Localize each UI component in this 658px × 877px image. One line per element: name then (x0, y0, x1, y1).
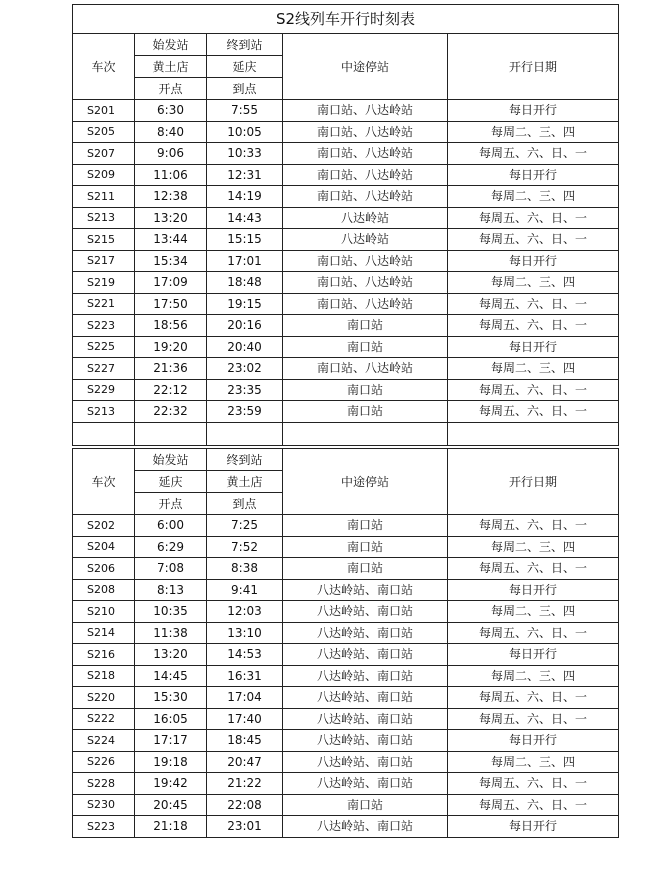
intermediate-stops-cell: 南口站 (283, 379, 448, 401)
table-row (73, 207, 619, 229)
header-origin-time: 开点 (135, 78, 207, 100)
table-row (73, 687, 619, 709)
intermediate-stops-cell: 八达岭站、南口站 (283, 751, 448, 773)
table-row (73, 536, 619, 558)
operating-days-cell: 每周五、六、日、一 (448, 773, 619, 795)
arrival-time-cell: 23:02 (207, 358, 283, 380)
table-row (73, 272, 619, 294)
departure-time-cell: 22:12 (135, 379, 207, 401)
train-number-cell: S201 (73, 100, 135, 122)
intermediate-stops-cell: 南口站、八达岭站 (283, 250, 448, 272)
table-row (73, 579, 619, 601)
train-number-cell: S227 (73, 358, 135, 380)
blank-row (73, 422, 619, 445)
train-number-cell: S224 (73, 730, 135, 752)
operating-days-cell: 每日开行 (448, 250, 619, 272)
arrival-time-cell: 22:08 (207, 794, 283, 816)
train-number-cell: S207 (73, 143, 135, 165)
table-body (73, 100, 619, 423)
operating-days-cell: 每周五、六、日、一 (448, 143, 619, 165)
arrival-time-cell: 23:35 (207, 379, 283, 401)
intermediate-stops-cell: 八达岭站、南口站 (283, 687, 448, 709)
operating-days-cell: 每周二、三、四 (448, 186, 619, 208)
arrival-time-cell: 15:15 (207, 229, 283, 251)
train-number-cell: S223 (73, 816, 135, 838)
intermediate-stops-cell: 八达岭站 (283, 229, 448, 251)
operating-days-cell: 每周五、六、日、一 (448, 794, 619, 816)
intermediate-stops-cell: 南口站 (283, 401, 448, 423)
intermediate-stops-cell: 南口站 (283, 515, 448, 537)
departure-time-cell: 8:13 (135, 579, 207, 601)
departure-time-cell: 21:36 (135, 358, 207, 380)
intermediate-stops-cell: 南口站 (283, 794, 448, 816)
blank-cell (448, 422, 619, 445)
table-row (73, 229, 619, 251)
table-row (73, 336, 619, 358)
operating-days-cell: 每日开行 (448, 336, 619, 358)
train-number-cell: S205 (73, 121, 135, 143)
train-number-cell: S215 (73, 229, 135, 251)
departure-time-cell: 9:06 (135, 143, 207, 165)
train-number-cell: S208 (73, 579, 135, 601)
intermediate-stops-cell: 八达岭站、南口站 (283, 773, 448, 795)
train-number-cell: S218 (73, 665, 135, 687)
arrival-time-cell: 10:33 (207, 143, 283, 165)
train-number-cell: S206 (73, 558, 135, 580)
departure-time-cell: 11:38 (135, 622, 207, 644)
departure-time-cell: 15:30 (135, 687, 207, 709)
intermediate-stops-cell: 八达岭站、南口站 (283, 816, 448, 838)
departure-time-cell: 20:45 (135, 794, 207, 816)
arrival-time-cell: 9:41 (207, 579, 283, 601)
intermediate-stops-cell: 八达岭站、南口站 (283, 665, 448, 687)
intermediate-stops-cell: 南口站 (283, 536, 448, 558)
operating-days-cell: 每周五、六、日、一 (448, 379, 619, 401)
operating-days-cell: 每日开行 (448, 730, 619, 752)
header-days: 开行日期 (448, 449, 619, 515)
train-number-cell: S213 (73, 401, 135, 423)
table-row (73, 622, 619, 644)
header-dest-label: 终到站 (207, 449, 283, 471)
intermediate-stops-cell: 南口站 (283, 558, 448, 580)
arrival-time-cell: 21:22 (207, 773, 283, 795)
table-row (73, 250, 619, 272)
departure-time-cell: 14:45 (135, 665, 207, 687)
arrival-time-cell: 20:16 (207, 315, 283, 337)
timetable-yanqing-to-huangtudian (72, 448, 619, 838)
departure-time-cell: 19:18 (135, 751, 207, 773)
train-number-cell: S219 (73, 272, 135, 294)
operating-days-cell: 每周二、三、四 (448, 536, 619, 558)
blank-cell (283, 422, 448, 445)
departure-time-cell: 15:34 (135, 250, 207, 272)
table-body (73, 515, 619, 838)
table-row (73, 665, 619, 687)
operating-days-cell: 每周五、六、日、一 (448, 315, 619, 337)
departure-time-cell: 8:40 (135, 121, 207, 143)
header-origin-time: 开点 (135, 493, 207, 515)
departure-time-cell: 6:30 (135, 100, 207, 122)
arrival-time-cell: 14:53 (207, 644, 283, 666)
intermediate-stops-cell: 南口站 (283, 315, 448, 337)
header-dest-time: 到点 (207, 78, 283, 100)
header-train: 车次 (73, 34, 135, 100)
table-row (73, 186, 619, 208)
train-number-cell: S211 (73, 186, 135, 208)
departure-time-cell: 18:56 (135, 315, 207, 337)
operating-days-cell: 每周五、六、日、一 (448, 515, 619, 537)
blank-cell (73, 422, 135, 445)
arrival-time-cell: 18:48 (207, 272, 283, 294)
train-number-cell: S223 (73, 315, 135, 337)
operating-days-cell: 每周五、六、日、一 (448, 687, 619, 709)
header-dest-label: 终到站 (207, 34, 283, 56)
table-row (73, 293, 619, 315)
departure-time-cell: 7:08 (135, 558, 207, 580)
train-number-cell: S213 (73, 207, 135, 229)
header-stops: 中途停站 (283, 449, 448, 515)
arrival-time-cell: 23:01 (207, 816, 283, 838)
arrival-time-cell: 20:40 (207, 336, 283, 358)
operating-days-cell: 每周二、三、四 (448, 272, 619, 294)
table-row (73, 379, 619, 401)
intermediate-stops-cell: 八达岭站、南口站 (283, 622, 448, 644)
departure-time-cell: 19:42 (135, 773, 207, 795)
table-row (73, 794, 619, 816)
table-row (73, 773, 619, 795)
departure-time-cell: 17:17 (135, 730, 207, 752)
table-row (73, 644, 619, 666)
arrival-time-cell: 12:31 (207, 164, 283, 186)
operating-days-cell: 每日开行 (448, 164, 619, 186)
intermediate-stops-cell: 南口站、八达岭站 (283, 143, 448, 165)
departure-time-cell: 13:44 (135, 229, 207, 251)
departure-time-cell: 10:35 (135, 601, 207, 623)
operating-days-cell: 每周五、六、日、一 (448, 401, 619, 423)
table-row (73, 100, 619, 122)
departure-time-cell: 11:06 (135, 164, 207, 186)
train-number-cell: S210 (73, 601, 135, 623)
header-origin-station: 黄土店 (135, 56, 207, 78)
table-row (73, 401, 619, 423)
departure-time-cell: 6:00 (135, 515, 207, 537)
arrival-time-cell: 19:15 (207, 293, 283, 315)
arrival-time-cell: 17:01 (207, 250, 283, 272)
operating-days-cell: 每周五、六、日、一 (448, 622, 619, 644)
intermediate-stops-cell: 八达岭站、南口站 (283, 730, 448, 752)
arrival-time-cell: 7:52 (207, 536, 283, 558)
table-row (73, 751, 619, 773)
intermediate-stops-cell: 八达岭站、南口站 (283, 644, 448, 666)
operating-days-cell: 每周五、六、日、一 (448, 558, 619, 580)
header-dest-station: 黄土店 (207, 471, 283, 493)
blank-cell (135, 422, 207, 445)
train-number-cell: S228 (73, 773, 135, 795)
arrival-time-cell: 13:10 (207, 622, 283, 644)
intermediate-stops-cell: 八达岭站 (283, 207, 448, 229)
arrival-time-cell: 14:43 (207, 207, 283, 229)
intermediate-stops-cell: 南口站、八达岭站 (283, 164, 448, 186)
train-number-cell: S225 (73, 336, 135, 358)
table-row (73, 708, 619, 730)
table-row (73, 730, 619, 752)
operating-days-cell: 每日开行 (448, 644, 619, 666)
arrival-time-cell: 8:38 (207, 558, 283, 580)
intermediate-stops-cell: 八达岭站、南口站 (283, 601, 448, 623)
train-number-cell: S214 (73, 622, 135, 644)
train-number-cell: S226 (73, 751, 135, 773)
table-row (73, 358, 619, 380)
arrival-time-cell: 17:40 (207, 708, 283, 730)
table-row (73, 143, 619, 165)
train-number-cell: S221 (73, 293, 135, 315)
intermediate-stops-cell: 南口站、八达岭站 (283, 293, 448, 315)
departure-time-cell: 13:20 (135, 207, 207, 229)
intermediate-stops-cell: 南口站、八达岭站 (283, 358, 448, 380)
header-origin-station: 延庆 (135, 471, 207, 493)
operating-days-cell: 每日开行 (448, 816, 619, 838)
table-row (73, 315, 619, 337)
table-row (73, 121, 619, 143)
departure-time-cell: 16:05 (135, 708, 207, 730)
operating-days-cell: 每日开行 (448, 579, 619, 601)
table-row (73, 601, 619, 623)
departure-time-cell: 12:38 (135, 186, 207, 208)
operating-days-cell: 每日开行 (448, 100, 619, 122)
operating-days-cell: 每周五、六、日、一 (448, 229, 619, 251)
operating-days-cell: 每周二、三、四 (448, 358, 619, 380)
intermediate-stops-cell: 八达岭站、南口站 (283, 579, 448, 601)
header-dest-time: 到点 (207, 493, 283, 515)
header-dest-station: 延庆 (207, 56, 283, 78)
operating-days-cell: 每周五、六、日、一 (448, 708, 619, 730)
header-train: 车次 (73, 449, 135, 515)
operating-days-cell: 每周二、三、四 (448, 665, 619, 687)
intermediate-stops-cell: 南口站 (283, 336, 448, 358)
train-number-cell: S230 (73, 794, 135, 816)
intermediate-stops-cell: 八达岭站、南口站 (283, 708, 448, 730)
intermediate-stops-cell: 南口站、八达岭站 (283, 272, 448, 294)
operating-days-cell: 每周二、三、四 (448, 121, 619, 143)
operating-days-cell: 每周五、六、日、一 (448, 293, 619, 315)
intermediate-stops-cell: 南口站、八达岭站 (283, 121, 448, 143)
arrival-time-cell: 18:45 (207, 730, 283, 752)
train-number-cell: S216 (73, 644, 135, 666)
departure-time-cell: 21:18 (135, 816, 207, 838)
table-row (73, 816, 619, 838)
operating-days-cell: 每周二、三、四 (448, 601, 619, 623)
train-number-cell: S217 (73, 250, 135, 272)
operating-days-cell: 每周五、六、日、一 (448, 207, 619, 229)
train-number-cell: S229 (73, 379, 135, 401)
arrival-time-cell: 16:31 (207, 665, 283, 687)
operating-days-cell: 每周二、三、四 (448, 751, 619, 773)
train-number-cell: S222 (73, 708, 135, 730)
arrival-time-cell: 10:05 (207, 121, 283, 143)
train-number-cell: S202 (73, 515, 135, 537)
arrival-time-cell: 20:47 (207, 751, 283, 773)
header-origin-label: 始发站 (135, 449, 207, 471)
header-days: 开行日期 (448, 34, 619, 100)
header-origin-label: 始发站 (135, 34, 207, 56)
arrival-time-cell: 7:25 (207, 515, 283, 537)
arrival-time-cell: 23:59 (207, 401, 283, 423)
table-row (73, 164, 619, 186)
header-stops: 中途停站 (283, 34, 448, 100)
departure-time-cell: 13:20 (135, 644, 207, 666)
intermediate-stops-cell: 南口站、八达岭站 (283, 186, 448, 208)
table-row (73, 558, 619, 580)
departure-time-cell: 17:50 (135, 293, 207, 315)
arrival-time-cell: 17:04 (207, 687, 283, 709)
table-row (73, 515, 619, 537)
arrival-time-cell: 14:19 (207, 186, 283, 208)
train-number-cell: S204 (73, 536, 135, 558)
departure-time-cell: 19:20 (135, 336, 207, 358)
intermediate-stops-cell: 南口站、八达岭站 (283, 100, 448, 122)
page-title: S2线列车开行时刻表 (73, 5, 619, 34)
timetable-huangtudian-to-yanqing (72, 4, 619, 446)
departure-time-cell: 6:29 (135, 536, 207, 558)
train-number-cell: S209 (73, 164, 135, 186)
departure-time-cell: 22:32 (135, 401, 207, 423)
arrival-time-cell: 12:03 (207, 601, 283, 623)
arrival-time-cell: 7:55 (207, 100, 283, 122)
train-number-cell: S220 (73, 687, 135, 709)
blank-cell (207, 422, 283, 445)
departure-time-cell: 17:09 (135, 272, 207, 294)
